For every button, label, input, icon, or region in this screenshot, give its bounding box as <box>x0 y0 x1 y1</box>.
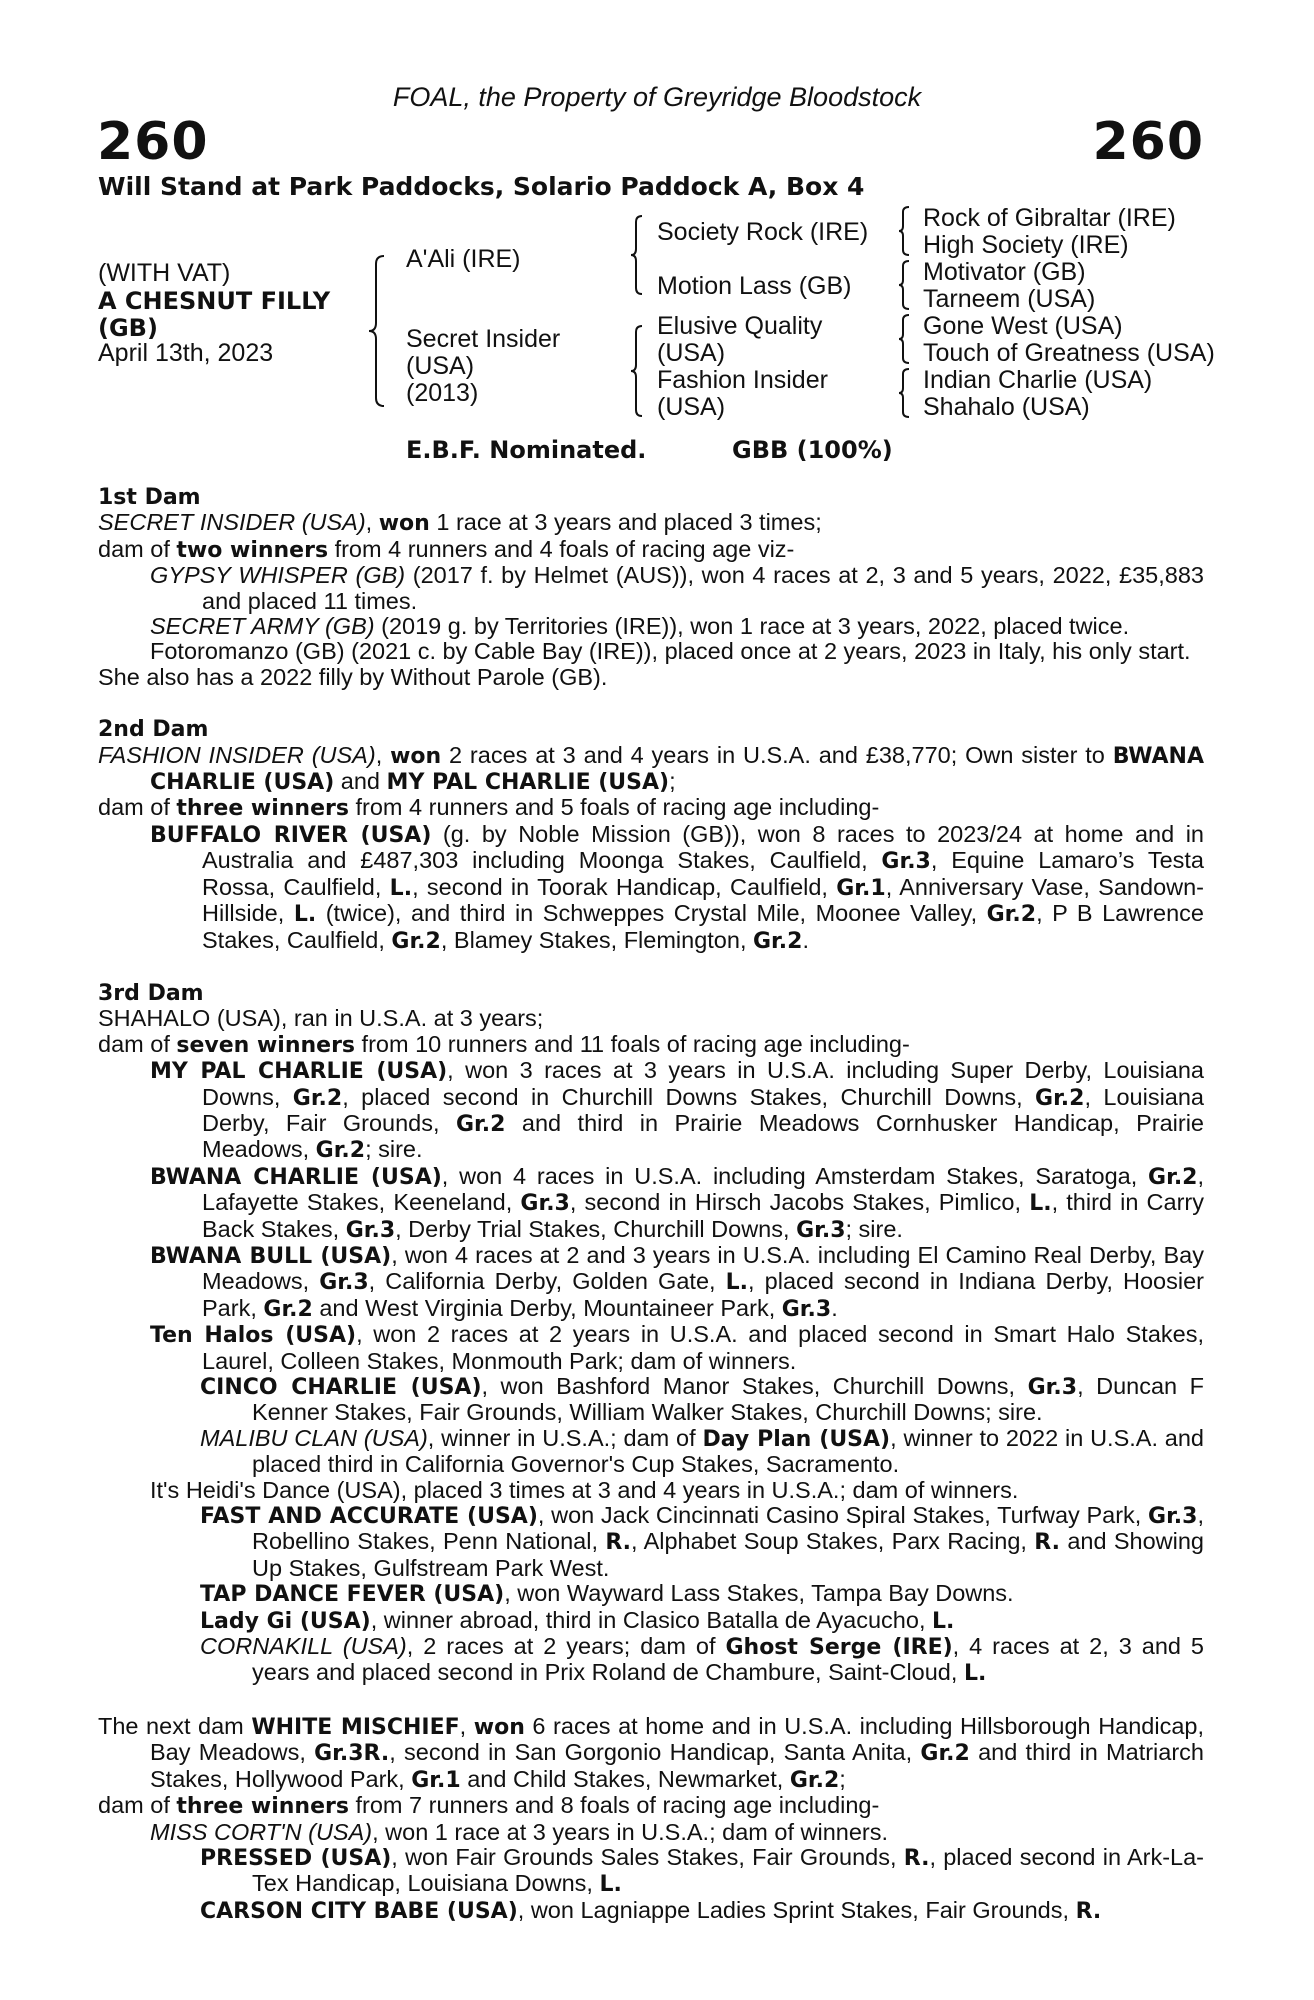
italic-run: SECRET INSIDER (USA) <box>98 509 366 536</box>
bold-run: Gr.3 <box>1027 1375 1078 1400</box>
bold-run: WHITE MISCHIEF <box>251 1714 460 1740</box>
lot-number-right: 260 <box>1092 112 1204 172</box>
italic-run: MISS CORT'N (USA) <box>150 1818 373 1845</box>
text-run: 6 races at home and in U.S.A. including Hillsborough Handicap, Bay Meadows, <box>150 1712 1205 1766</box>
text-run: dam of <box>98 1792 177 1819</box>
dam-name-line2: (USA) <box>406 352 475 380</box>
text-run: It's Heidi's Dance (USA), placed 3 times at 3 and 4 years in U.S.A.; dam of winners. <box>150 1476 1019 1503</box>
pedigree-brace-sire <box>630 215 644 295</box>
bold-run: Gr.2 <box>1035 1085 1085 1111</box>
great-grandparent-2: High Society (IRE) <box>923 231 1129 259</box>
text-run: (twice), and third in Schweppes Crystal Mile, Moonee Valley, <box>316 900 987 927</box>
text-run: . <box>802 926 809 953</box>
text-run: , California Derby, Golden Gate, <box>368 1268 726 1295</box>
third-dam-heading: 3rd Dam <box>98 980 204 1006</box>
text-run: ; sire. <box>365 1136 423 1163</box>
bold-run: BUFFALO RIVER (USA) <box>150 822 432 848</box>
first-dam-paragraph <box>98 510 1204 536</box>
lot-number-left: 260 <box>97 112 209 172</box>
first-dam-note <box>98 665 1204 690</box>
text-run: and third in Matriarch Stakes, Hollywood Park, <box>150 1739 1204 1792</box>
pedigree-brace-dam <box>630 325 644 417</box>
text-run: , 2 races at 2 years; dam of <box>406 1633 726 1660</box>
bold-run: CARSON CITY BABE (USA) <box>200 1898 518 1924</box>
produce-entry <box>98 1845 1204 1898</box>
bold-run: R. <box>1034 1530 1060 1556</box>
bold-run: Gr.2 <box>455 1111 506 1137</box>
bold-run: Gr.2 <box>986 902 1037 928</box>
text-run: , Equine Lamaro’s Testa Rossa, Caulfield, <box>202 847 1204 900</box>
bold-run: Gr.3 <box>881 849 931 875</box>
text-run: , second in San Gorgonio Handicap, Santa Anita, <box>389 1739 921 1766</box>
bold-run: won <box>390 743 442 769</box>
bold-run: won <box>473 1714 525 1740</box>
text-run: The next dam <box>98 1712 252 1739</box>
text-run: , Robellino Stakes, Penn National, <box>252 1502 1204 1555</box>
text-run: , placed second in Ark-La-Tex Handicap, Louisiana Downs, <box>252 1843 1204 1897</box>
text-run: (2019 g. by Territories (IRE)), won 1 race at 3 years, 2022, placed twice. <box>374 613 1130 640</box>
bold-run: Ten Halos (USA) <box>150 1323 357 1349</box>
bold-run: Gr.2 <box>753 928 803 954</box>
dam-dam-line2: (USA) <box>657 393 726 421</box>
stand-location: Will Stand at Park Paddocks, Solario Paddock A, Box 4 <box>98 172 865 201</box>
bold-run: Gr.1 <box>836 875 886 901</box>
text-run: , <box>365 509 379 536</box>
text-run: , won Jack Cincinnati Casino Spiral Stakes, Turfway Park, <box>537 1502 1149 1529</box>
text-run: , Lafayette Stakes, Keeneland, <box>202 1162 1205 1216</box>
dam-foaling-year: (2013) <box>406 379 479 407</box>
produce-entry <box>98 563 1204 614</box>
dam-sire-line2: (USA) <box>657 339 726 367</box>
bold-run: Lady Gi (USA) <box>200 1608 371 1634</box>
bold-run: Gr.2 <box>315 1138 366 1164</box>
bold-run: Gr.2 <box>391 928 441 954</box>
text-run: , Louisiana Derby, Fair Grounds, <box>202 1083 1205 1136</box>
bold-run: L. <box>932 1608 955 1634</box>
text-run: , second in Toorak Handicap, Caulfield, <box>412 873 837 900</box>
text-run: , third in Carry Back Stakes, <box>202 1189 1204 1242</box>
sire-name: A'Ali (IRE) <box>406 245 521 273</box>
text-run: , 4 races at 2, 3 and 5 years and placed second in Prix Roland de Chambure, Saint-Cloud, <box>252 1633 1205 1686</box>
bold-run: Gr.2 <box>292 1085 343 1111</box>
third-dam-paragraph <box>98 1006 1204 1031</box>
text-run: , Alphabet Soup Stakes, Parx Racing, <box>631 1528 1035 1555</box>
text-run: , winner to 2022 in U.S.A. and placed third in California Governor's Cup Stakes, Sacramento. <box>252 1424 1204 1478</box>
bold-run: BWANA BULL (USA) <box>150 1243 392 1269</box>
text-run: Fotoromanzo (GB) (2021 c. by Cable Bay (IRE)), placed once at 2 years, 2023 in Italy, his only start. <box>150 638 1191 665</box>
subject-birthdate: April 13th, 2023 <box>98 339 274 367</box>
text-run: . <box>831 1294 838 1321</box>
italic-run: FASHION INSIDER (USA) <box>98 741 376 768</box>
produce-entry <box>98 822 1204 954</box>
bold-run: Gr.3 <box>781 1296 832 1322</box>
text-run: , Anniversary Vase, Sandown-Hillside, <box>202 873 1205 927</box>
text-run: from 4 runners and 5 foals of racing age including- <box>348 794 880 821</box>
text-run: , won 4 races at 2 and 3 years in U.S.A. including El Camino Real Derby, Bay Meadows, <box>202 1241 1204 1295</box>
text-run: from 10 runners and 11 foals of racing age including- <box>355 1030 910 1057</box>
great-grandparent-5: Gone West (USA) <box>923 312 1123 340</box>
text-run: (2017 f. by Helmet (AUS)), won 4 races at 2, 3 and 5 years, 2022, £35,883 and placed 11 times. <box>202 562 1204 614</box>
text-run: and <box>334 768 387 795</box>
italic-run: CORNAKILL (USA) <box>200 1633 407 1660</box>
bold-run: R. <box>903 1845 930 1871</box>
text-run: dam of <box>98 1030 177 1057</box>
bold-run: PRESSED (USA) <box>200 1845 392 1871</box>
pedigree-brace-1 <box>368 255 388 407</box>
text-run: , <box>459 1712 474 1739</box>
bold-run: seven winners <box>176 1032 356 1058</box>
bold-run: TAP DANCE FEVER (USA) <box>200 1582 505 1608</box>
bold-run: three winners <box>176 796 349 822</box>
dam-name-line1: Secret Insider <box>406 325 561 353</box>
produce-entry <box>98 614 1204 639</box>
produce-entry <box>98 1581 1204 1607</box>
text-run: and West Virginia Derby, Mountaineer Park, <box>312 1294 782 1321</box>
bold-run: Gr.2 <box>920 1741 970 1767</box>
ebf-nominated: E.B.F. Nominated. <box>406 436 647 464</box>
bold-run: two winners <box>176 537 329 563</box>
text-run: , won 4 races in U.S.A. including Amsterdam Stakes, Saratoga, <box>441 1162 1149 1189</box>
text-run: , won 1 race at 3 years in U.S.A.; dam of winners. <box>372 1818 889 1845</box>
bold-run: Gr.2 <box>789 1767 840 1793</box>
bold-run: CINCO CHARLIE (USA) <box>200 1375 482 1400</box>
text-run: , placed second in Churchill Downs Stakes, Churchill Downs, <box>342 1083 1036 1110</box>
great-grandparent-7: Indian Charlie (USA) <box>923 366 1153 394</box>
second-dam-heading: 2nd Dam <box>98 717 209 743</box>
produce-entry <box>98 1243 1204 1322</box>
produce-entry <box>98 1164 1204 1243</box>
bold-run: L. <box>293 902 317 928</box>
produce-entry <box>98 1898 1204 1924</box>
bold-run: Ghost Serge (IRE) <box>725 1635 953 1661</box>
text-run: , second in Hirsch Jacobs Stakes, Pimlico, <box>569 1189 1030 1216</box>
subject-name: A CHESNUT FILLY <box>98 287 331 315</box>
bold-run: L. <box>725 1270 749 1296</box>
bold-run: BWANA CHARLIE (USA) <box>150 1164 442 1190</box>
sire-dam: Motion Lass (GB) <box>657 272 852 300</box>
produce-entry <box>98 1478 1204 1503</box>
text-run: , placed second in Indiana Derby, Hoosier Park, <box>202 1268 1204 1321</box>
text-run: , Duncan F Kenner Stakes, Fair Grounds, William Walker Stakes, Churchill Downs; sire. <box>252 1373 1204 1426</box>
pedigree-brace-gg2 <box>898 260 910 310</box>
text-run: 1 race at 3 years and placed 3 times; <box>429 509 822 536</box>
text-run: , Derby Trial Stakes, Churchill Downs, <box>395 1215 797 1242</box>
text-run: , won 2 races at 2 years in U.S.A. and placed second in Smart Halo Stakes, Laurel, Colleen Stakes, Monmouth Park; dam of winners. <box>202 1321 1205 1374</box>
catalogue-body <box>98 485 1204 1924</box>
great-grandparent-1: Rock of Gibraltar (IRE) <box>923 204 1176 232</box>
second-dam-produce-summary <box>98 795 1204 821</box>
great-grandparent-8: Shahalo (USA) <box>923 393 1090 421</box>
bold-run: Gr.2 <box>263 1296 313 1322</box>
bold-run: R. <box>605 1530 632 1556</box>
text-run: , <box>375 741 391 768</box>
bold-run: Gr.3 <box>796 1217 846 1243</box>
bold-run: Gr.3 <box>319 1270 369 1296</box>
text-run: , won Fair Grounds Sales Stakes, Fair Grounds, <box>391 1843 904 1870</box>
next-dam-paragraph <box>98 1714 1204 1793</box>
produce-entry <box>98 1374 1204 1426</box>
bold-run: won <box>378 511 430 537</box>
great-grandparent-4: Tarneem (USA) <box>923 285 1096 313</box>
produce-entry <box>98 1634 1204 1687</box>
text-run: , Blamey Stakes, Flemington, <box>440 926 753 953</box>
text-run: and third in Prairie Meadows Cornhusker Handicap, Prairie Meadows, <box>202 1109 1204 1163</box>
dam-sire-line1: Elusive Quality <box>657 312 823 340</box>
produce-entry <box>98 639 1204 664</box>
produce-entry <box>98 1608 1204 1634</box>
text-run: dam of <box>98 535 177 562</box>
bold-run: Gr.3R. <box>314 1741 390 1767</box>
produce-entry <box>98 1058 1204 1164</box>
text-run: , won 3 races at 3 years in U.S.A. including Super Derby, Louisiana Downs, <box>202 1057 1204 1110</box>
bold-run: L. <box>599 1872 622 1898</box>
text-run: She also has a 2022 filly by Without Parole (GB). <box>98 663 608 690</box>
text-run: from 7 runners and 8 foals of racing age including- <box>348 1792 880 1819</box>
produce-entry <box>98 1322 1204 1374</box>
pedigree-brace-gg1 <box>898 206 910 256</box>
first-dam-heading: 1st Dam <box>98 485 201 510</box>
pedigree-brace-gg3 <box>898 314 910 364</box>
text-run: , winner in U.S.A.; dam of <box>427 1424 703 1451</box>
bold-run: R. <box>1075 1898 1102 1924</box>
bold-run: MY PAL CHARLIE (USA) <box>150 1059 448 1085</box>
bold-run: L. <box>1029 1191 1052 1217</box>
bold-run: L. <box>963 1661 987 1687</box>
subject-origin: (GB) <box>98 314 158 342</box>
bold-run: three winners <box>176 1794 349 1820</box>
text-run: 2 races at 3 and 4 years in U.S.A. and £38,770; Own sister to <box>441 741 1113 768</box>
produce-entry <box>98 1426 1204 1478</box>
third-dam-produce-summary <box>98 1032 1204 1058</box>
italic-run: MALIBU CLAN (USA) <box>200 1424 428 1451</box>
bold-run: BWANA CHARLIE (USA) <box>150 743 1204 796</box>
bold-run: FAST AND ACCURATE (USA) <box>200 1504 538 1530</box>
italic-run: GYPSY WHISPER (GB) <box>150 562 406 589</box>
first-dam-produce-summary <box>98 537 1204 563</box>
bold-run: Gr.3 <box>1148 1504 1198 1530</box>
bold-run: MY PAL CHARLIE (USA) <box>386 770 670 796</box>
text-run: and Showing Up Stakes, Gulfstream Park West. <box>252 1528 1204 1581</box>
text-run: dam of <box>98 794 177 821</box>
text-run: SHAHALO (USA), ran in U.S.A. at 3 years; <box>98 1005 544 1032</box>
pedigree-brace-gg4 <box>898 368 910 418</box>
bold-run: L. <box>389 875 413 901</box>
foal-ownership-line: FOAL, the Property of Greyridge Bloodstock <box>392 82 922 112</box>
text-run: , won Bashford Manor Stakes, Churchill Downs, <box>481 1373 1028 1399</box>
bold-run: Gr.2 <box>1148 1164 1198 1190</box>
bold-run: Day Plan (USA) <box>702 1426 891 1452</box>
subject-vat: (WITH VAT) <box>98 259 231 287</box>
produce-entry <box>98 1820 1204 1845</box>
text-run: ; sire. <box>845 1215 903 1242</box>
bold-run: Gr.3 <box>520 1191 570 1217</box>
text-run: (g. by Noble Mission (GB)), won 8 races to 2023/24 at home and in Australia and £487,303 including Moonga Stakes, Caulfield, <box>202 820 1204 874</box>
sire-sire: Society Rock (IRE) <box>657 218 869 246</box>
text-run: , winner abroad, third in Clasico Batalla de Ayacucho, <box>370 1606 932 1633</box>
text-run: and Child Stakes, Newmarket, <box>460 1765 790 1792</box>
bold-run: Gr.1 <box>411 1767 461 1793</box>
text-run: , P B Lawrence Stakes, Caulfield, <box>202 900 1204 953</box>
text-run: ; <box>839 1765 846 1792</box>
second-dam-paragraph <box>98 743 1204 796</box>
produce-entry <box>98 1503 1204 1581</box>
great-grandparent-6: Touch of Greatness (USA) <box>923 339 1215 367</box>
text-run: , won Wayward Lass Stakes, Tampa Bay Downs. <box>504 1580 1014 1607</box>
next-dam-produce-summary <box>98 1793 1204 1819</box>
text-run: , won Lagniappe Ladies Sprint Stakes, Fair Grounds, <box>517 1896 1076 1923</box>
gbb-status: GBB (100%) <box>732 436 893 464</box>
dam-dam-line1: Fashion Insider <box>657 366 828 394</box>
text-run: ; <box>669 768 676 795</box>
text-run: from 4 runners and 4 foals of racing age viz- <box>328 535 795 562</box>
bold-run: Gr.3 <box>345 1217 396 1243</box>
great-grandparent-3: Motivator (GB) <box>923 258 1086 286</box>
italic-run: SECRET ARMY (GB) <box>150 613 375 640</box>
